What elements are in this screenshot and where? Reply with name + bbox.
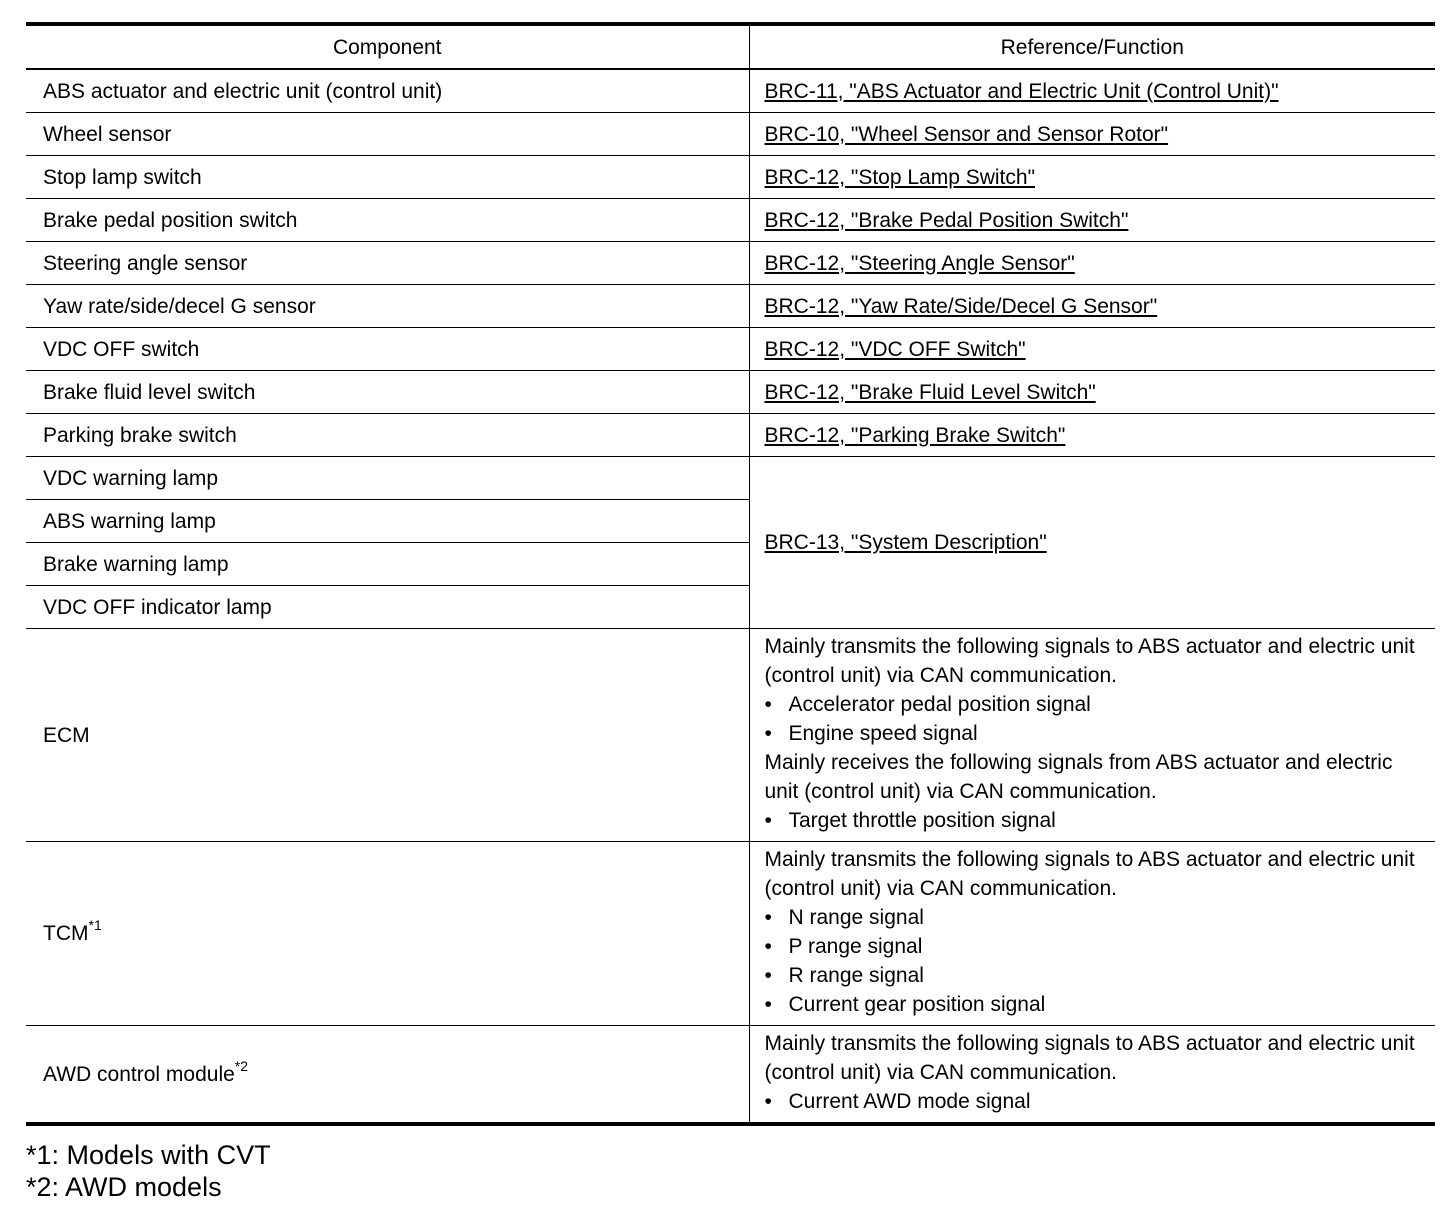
bullet-icon: • bbox=[764, 809, 772, 832]
list-item bbox=[765, 806, 1428, 835]
bullet-icon: • bbox=[764, 693, 772, 716]
signal-text: Accelerator pedal position signal bbox=[788, 693, 1091, 716]
reference-cell bbox=[749, 371, 1435, 414]
list-item bbox=[765, 719, 1428, 748]
reference-cell bbox=[749, 285, 1435, 328]
list-item bbox=[765, 903, 1428, 932]
signal-text: Current gear position signal bbox=[788, 993, 1046, 1016]
table-row bbox=[26, 113, 1435, 156]
component-cell: VDC OFF indicator lamp bbox=[26, 586, 749, 629]
table-row bbox=[26, 457, 1435, 500]
component-cell: Wheel sensor bbox=[26, 113, 749, 156]
function-text: Mainly transmits the following signals to ABS actuator and electric unit (control unit) via CAN communication. bbox=[764, 635, 1415, 687]
table-row bbox=[26, 371, 1435, 414]
header-reference-function: Reference/Function bbox=[749, 24, 1435, 69]
reference-cell bbox=[749, 414, 1435, 457]
function-text: Mainly transmits the following signals to ABS actuator and electric unit (control unit) via CAN communication. bbox=[764, 1032, 1415, 1084]
footnote-mark: *1 bbox=[88, 917, 102, 933]
reference-link[interactable]: BRC-12, "Brake Pedal Position Switch" bbox=[764, 208, 1129, 232]
reference-link[interactable]: BRC-12, "Yaw Rate/Side/Decel G Sensor" bbox=[764, 294, 1158, 318]
table-row bbox=[26, 328, 1435, 371]
component-name: TCM bbox=[43, 922, 89, 945]
bullet-icon: • bbox=[764, 993, 772, 1016]
reference-link[interactable]: BRC-10, "Wheel Sensor and Sensor Rotor" bbox=[764, 122, 1169, 146]
list-item bbox=[765, 1087, 1428, 1116]
reference-link[interactable]: BRC-13, "System Description" bbox=[764, 531, 1047, 554]
table-row bbox=[26, 242, 1435, 285]
reference-link[interactable]: BRC-12, "Brake Fluid Level Switch" bbox=[764, 380, 1096, 404]
signal-list bbox=[765, 903, 1428, 1019]
table-row bbox=[26, 285, 1435, 328]
function-text: Mainly transmits the following signals to ABS actuator and electric unit (control unit) via CAN communication. bbox=[764, 848, 1415, 900]
footnote-2: *2: AWD models bbox=[26, 1172, 222, 1202]
bullet-icon: • bbox=[764, 906, 772, 929]
component-cell: Yaw rate/side/decel G sensor bbox=[26, 285, 749, 328]
component-cell: ABS warning lamp bbox=[26, 500, 749, 543]
footnote-1: *1: Models with CVT bbox=[26, 1140, 271, 1170]
table-row bbox=[26, 156, 1435, 199]
signal-list bbox=[765, 690, 1428, 748]
reference-cell bbox=[749, 242, 1435, 285]
reference-cell bbox=[749, 328, 1435, 371]
component-cell: Parking brake switch bbox=[26, 414, 749, 457]
signal-text: P range signal bbox=[788, 935, 923, 958]
component-cell bbox=[26, 842, 749, 1026]
reference-cell-merged bbox=[749, 457, 1435, 629]
signal-list bbox=[765, 806, 1428, 835]
reference-link[interactable]: BRC-11, "ABS Actuator and Electric Unit (Control Unit)" bbox=[764, 79, 1279, 103]
list-item bbox=[765, 990, 1428, 1019]
component-cell: VDC OFF switch bbox=[26, 328, 749, 371]
component-cell: Brake warning lamp bbox=[26, 543, 749, 586]
component-cell: Stop lamp switch bbox=[26, 156, 749, 199]
footnotes bbox=[26, 1139, 271, 1203]
reference-cell bbox=[749, 69, 1435, 113]
signal-text: Current AWD mode signal bbox=[788, 1090, 1031, 1113]
component-cell: Brake pedal position switch bbox=[26, 199, 749, 242]
bullet-icon: • bbox=[764, 1090, 772, 1113]
table-row bbox=[26, 69, 1435, 113]
list-item bbox=[765, 932, 1428, 961]
reference-link[interactable]: BRC-12, "Stop Lamp Switch" bbox=[764, 165, 1036, 189]
bullet-icon: • bbox=[764, 964, 772, 987]
component-cell: Steering angle sensor bbox=[26, 242, 749, 285]
list-item bbox=[765, 690, 1428, 719]
header-component: Component bbox=[26, 24, 749, 69]
table-row-tcm bbox=[26, 842, 1435, 1026]
signal-text: R range signal bbox=[788, 964, 924, 987]
function-cell bbox=[749, 1026, 1435, 1125]
function-cell bbox=[749, 842, 1435, 1026]
component-cell: ABS actuator and electric unit (control unit) bbox=[26, 69, 749, 113]
reference-link[interactable]: BRC-12, "VDC OFF Switch" bbox=[764, 337, 1026, 361]
reference-cell bbox=[749, 113, 1435, 156]
function-cell bbox=[749, 629, 1435, 842]
reference-link[interactable]: BRC-12, "Steering Angle Sensor" bbox=[764, 251, 1075, 275]
bullet-icon: • bbox=[764, 722, 772, 745]
component-cell: Brake fluid level switch bbox=[26, 371, 749, 414]
table-row-awd bbox=[26, 1026, 1435, 1125]
bullet-icon: • bbox=[764, 935, 772, 958]
signal-text: Engine speed signal bbox=[788, 722, 978, 745]
reference-link[interactable]: BRC-12, "Parking Brake Switch" bbox=[764, 423, 1066, 447]
function-text: Mainly receives the following signals from ABS actuator and electric unit (control unit) via CAN communication. bbox=[764, 751, 1393, 803]
footnote-mark: *2 bbox=[234, 1057, 249, 1074]
component-cell: VDC warning lamp bbox=[26, 457, 749, 500]
signal-list bbox=[765, 1087, 1428, 1116]
table-row bbox=[26, 199, 1435, 242]
header-row bbox=[26, 24, 1435, 69]
signal-text: N range signal bbox=[788, 906, 924, 929]
table-row-ecm bbox=[26, 629, 1435, 842]
component-cell bbox=[26, 1026, 749, 1125]
reference-cell bbox=[749, 199, 1435, 242]
component-cell: ECM bbox=[26, 629, 749, 842]
component-name: AWD control module bbox=[43, 1062, 235, 1086]
table-row bbox=[26, 414, 1435, 457]
reference-cell bbox=[749, 156, 1435, 199]
signal-text: Target throttle position signal bbox=[788, 809, 1056, 832]
component-reference-table bbox=[26, 22, 1435, 1126]
list-item bbox=[765, 961, 1428, 990]
